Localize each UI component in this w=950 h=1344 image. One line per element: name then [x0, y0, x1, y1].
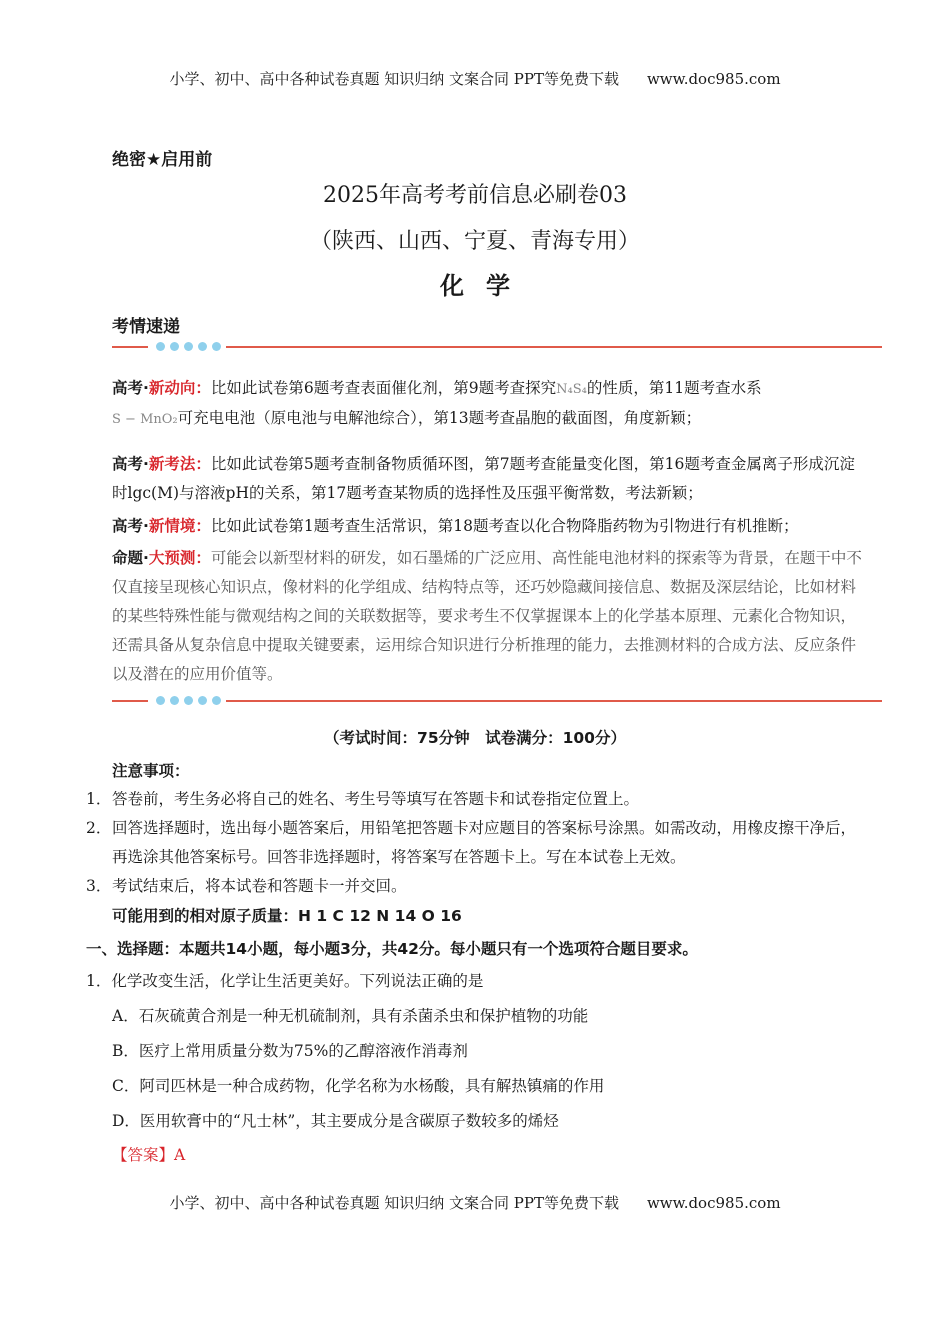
formula-n4s4: N₄S₄ [556, 382, 587, 397]
section-heading: 考情速递 [112, 317, 180, 337]
trend-new-context: 高考·新情境：比如此试卷第1题考查生活常识，第18题考查以化合物降脂药物为引物进行有机推断； [112, 517, 799, 535]
divider-top [112, 341, 882, 353]
option-a: A．石灰硫黄合剂是一种无机硫制剂，具有杀菌杀虫和保护植物的功能 [112, 1007, 589, 1025]
option-b: B．医疗上常用质量分数为75%的乙醇溶液作消毒剂 [112, 1042, 468, 1060]
page-footer [0, 1192, 950, 1213]
confidential-label: 绝密★启用前 [112, 150, 213, 170]
part-one-heading: 一、选择题：本题共14小题，每小题3分，共42分。每小题只有一个选项符合题目要求。 [86, 940, 698, 958]
note-item: 1．答卷前，考生务必将自己的姓名、考生号等填写在答题卡和试卷指定位置上。 [86, 790, 640, 808]
exam-subject: 化学 [440, 271, 532, 300]
answer: 【答案】A [112, 1146, 186, 1164]
question-1-stem: 1．化学改变生活，化学让生活更美好。下列说法正确的是 [86, 972, 484, 990]
divider-bottom [112, 695, 882, 707]
trend-prediction: 命题·大预测：可能会以新型材料的研发，如石墨烯的广泛应用、高性能电池材料的探索等为背景，在题干中不仅直接呈现核心知识点，像材料的化学组成、结构特点等，还巧妙隐藏间接信息、数据及深层结论，比如材料的某些特殊性能与微观结构之间的关联数据等，要求考生不仅掌握课本上的化学基本原理、元素化合物知识，还需具备从复杂信息中提取关键要素，运用综合知识进行分析推理的能力，去推测材料的合成方法、反应条件以及潜在的应用价值等。 [112, 549, 862, 683]
exam-time: （考试时间：75分钟 试卷满分：100分） [324, 729, 626, 747]
note-item: 2．回答选择题时，选出每小题答案后，用铅笔把答题卡对应题目的答案标号涂黑。如需改动，用橡皮擦干净后，再选涂其他答案标号。回答非选择题时，将答案写在答题卡上。写在本试卷上无效。 [86, 819, 857, 866]
page-header [0, 68, 950, 89]
option-d: D．医用软膏中的“凡士林”，其主要成分是含碳原子数较多的烯烃 [112, 1112, 559, 1130]
atomic-masses: 可能用到的相对原子质量：H 1 C 12 N 14 O 16 [112, 907, 462, 925]
formula-s-mno2: S − MnO₂ [112, 412, 178, 427]
option-c: C．阿司匹林是一种合成药物，化学名称为水杨酸，具有解热镇痛的作用 [112, 1077, 605, 1095]
header-text: 小学、初中、高中各种试卷真题 知识归纳 文案合同 PPT等免费下载 [169, 70, 619, 88]
exam-title: 2025年高考考前信息必刷卷03 [323, 183, 627, 208]
footer-text: 小学、初中、高中各种试卷真题 知识归纳 文案合同 PPT等免费下载 [169, 1194, 619, 1212]
trend-new-method: 高考·新考法：比如此试卷第5题考查制备物质循环图，第7题考查能量变化图，第16题考查金属离子形成沉淀时lgc(M)与溶液pH的关系，第17题考查某物质的选择性及压强平衡常数，考法新颖； [112, 455, 855, 502]
exam-region: （陕西、山西、宁夏、青海专用） [309, 229, 640, 254]
notes-heading: 注意事项： [112, 762, 190, 780]
header-url[interactable]: www.doc985.com [646, 70, 781, 88]
trend-new-direction: 高考·新动向：比如此试卷第6题考查表面催化剂，第9题考查探究N₄S₄的性质，第11题考查水系 S − MnO₂可充电电池（原电池与电解池综合），第13题考查晶胞的截面图，角度新颖； [112, 379, 762, 427]
footer-url[interactable]: www.doc985.com [646, 1194, 781, 1212]
note-item: 3．考试结束后，将本试卷和答题卡一并交回。 [86, 877, 407, 895]
